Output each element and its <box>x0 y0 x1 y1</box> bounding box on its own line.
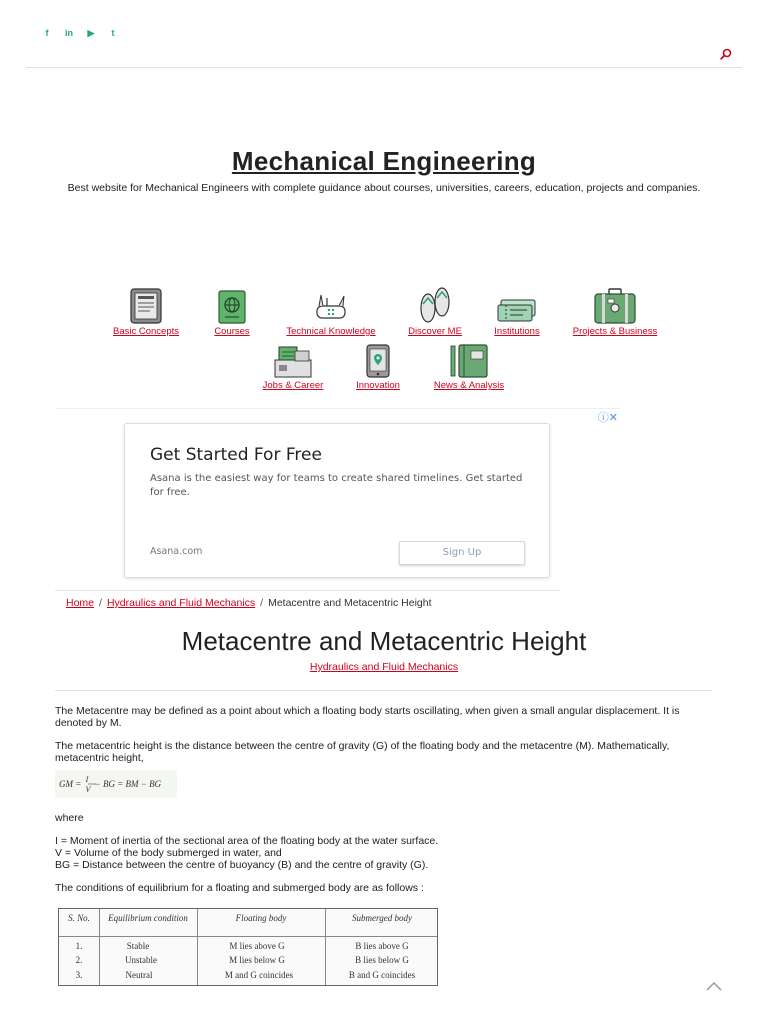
flip-flops-icon <box>418 286 452 324</box>
table-header: Floating body <box>235 913 287 923</box>
breadcrumb-category[interactable]: Hydraulics and Fluid Mechanics <box>106 597 256 609</box>
linkedin-icon[interactable]: in <box>65 28 73 38</box>
site-title[interactable]: Mechanical Engineering <box>231 146 537 176</box>
menu-item-projects-business[interactable] <box>558 286 672 337</box>
table-cell: B and G coincides <box>348 970 416 980</box>
table-header: Equilibrium condition <box>108 913 188 923</box>
table-header: Submerged body <box>352 913 412 923</box>
table-header: S. No. <box>68 913 90 923</box>
table-cell: 3. <box>75 970 83 980</box>
table-cell: B lies above G <box>355 941 409 951</box>
menu-label: Innovation <box>356 380 400 391</box>
menu-item-basic-concepts[interactable] <box>96 286 196 337</box>
menu-label: Projects & Business <box>572 326 658 337</box>
definition-item: V = Volume of the body submerged in water, and <box>55 847 282 859</box>
notebook-icon <box>449 344 489 378</box>
definition-list <box>55 835 715 871</box>
table-cell: M lies above G <box>229 941 285 951</box>
ad-body: Asana is the easiest way for teams to create shared timelines. Get started for free. <box>150 473 523 498</box>
menu-label: Institutions <box>494 326 540 337</box>
page-title: Metacentre and Metacentric Height <box>181 626 587 656</box>
table-cell: M lies below G <box>229 955 285 965</box>
menu-item-courses[interactable] <box>196 286 268 337</box>
menu-item-jobs-career[interactable] <box>253 340 333 391</box>
menu-label: Basic Concepts <box>112 326 179 337</box>
menu-label: Technical Knowledge <box>286 326 376 337</box>
search-icon[interactable] <box>720 48 732 60</box>
breadcrumb-home[interactable]: Home <box>66 597 95 609</box>
paragraph: The metacentric height is the distance between the centre of gravity (G) of the floating body and the metacentre (M). Mathematically, metacentric height, <box>55 740 670 764</box>
table-cell: B lies below G <box>355 955 409 965</box>
paragraph: The conditions of equilibrium for a floating and submerged body are as follows : <box>55 882 424 894</box>
definition-item: BG = Distance between the centre of buoyancy (B) and the centre of gravity (G). <box>55 859 429 871</box>
paragraph: The Metacentre may be defined as a point about which a floating body starts oscillating, when given a small angular displacement. It is denoted by M. <box>55 705 680 729</box>
menu-label: Courses <box>214 326 250 337</box>
menu-item-innovation[interactable] <box>333 340 423 391</box>
menu-item-news-analysis[interactable] <box>423 340 515 391</box>
ticket-icon <box>497 298 537 324</box>
equilibrium-table <box>58 908 438 986</box>
scroll-to-top-icon[interactable] <box>704 978 724 994</box>
table-cell: 2. <box>75 955 83 965</box>
office-icon <box>273 346 313 378</box>
ad-card[interactable] <box>124 423 550 578</box>
site-tagline: Best website for Mechanical Engineers with complete guidance about courses, universities, careers, education, projects and companies. <box>67 182 701 194</box>
twitter-icon[interactable]: t <box>111 28 115 38</box>
ad-close-icon[interactable]: ⓘ✕ <box>597 412 618 424</box>
table-cell: M and G coincides <box>224 970 294 980</box>
menu-item-institutions[interactable] <box>476 286 558 337</box>
ad-domain: Asana.com <box>150 546 203 557</box>
breadcrumb <box>55 590 560 615</box>
table-cell: Neutral <box>125 970 153 980</box>
divider <box>55 690 712 691</box>
paragraph: where <box>55 812 84 824</box>
article-content <box>55 705 715 905</box>
social-links <box>42 28 118 39</box>
globe-book-icon <box>218 290 246 324</box>
phone-location-icon <box>366 344 390 378</box>
ad-headline[interactable]: Get Started For Free <box>150 445 322 465</box>
youtube-icon[interactable]: ▶ <box>87 28 95 38</box>
menu-label: News & Analysis <box>433 380 505 391</box>
breadcrumb-current: Metacentre and Metacentric Height <box>268 597 432 609</box>
table-cell: Stable <box>126 941 150 951</box>
category-menu-row-2 <box>0 340 768 391</box>
ad-signup-button[interactable]: Sign Up <box>399 541 525 565</box>
table-cell: 1. <box>75 941 83 951</box>
menu-item-technical-knowledge[interactable] <box>268 286 394 337</box>
top-bar <box>26 22 742 68</box>
menu-label: Jobs & Career <box>262 380 324 391</box>
document-icon <box>130 288 162 324</box>
definition-item: I = Moment of inertia of the sectional area of the floating body at the water surface. <box>55 835 439 847</box>
breadcrumb-separator: / <box>260 597 264 609</box>
suitcase-icon <box>594 288 636 324</box>
table-cell: Unstable <box>125 955 157 965</box>
menu-label: Discover ME <box>408 326 462 337</box>
category-menu-row-1 <box>0 286 768 337</box>
menu-item-discover-me[interactable] <box>394 286 476 337</box>
formula-text: GM = I V − BG = BM − BG <box>59 775 162 794</box>
formula-image <box>55 770 177 798</box>
article-category-link[interactable]: Hydraulics and Fluid Mechanics <box>309 661 459 673</box>
breadcrumb-separator: / <box>99 597 102 609</box>
swiss-knife-icon <box>313 292 349 324</box>
ad-frame <box>55 408 620 590</box>
facebook-icon[interactable]: f <box>45 28 49 38</box>
